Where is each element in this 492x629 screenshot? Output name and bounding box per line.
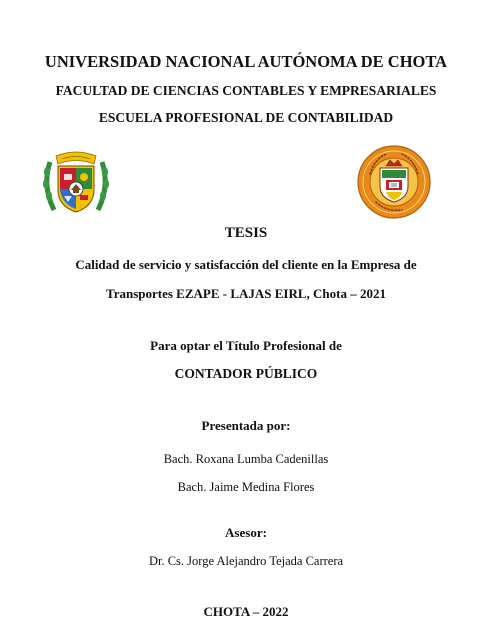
degree-title: CONTADOR PÚBLICO xyxy=(174,366,318,381)
degree-purpose: Para optar el Título Profesional de xyxy=(150,338,342,353)
thesis-title-line-1: Calidad de servicio y satisfacción del cliente en la Empresa de xyxy=(75,257,417,272)
authors-label: Presentada por: xyxy=(201,418,291,433)
advisor-label: Asesor: xyxy=(225,525,267,540)
accounting-school-seal-icon xyxy=(356,144,432,220)
document-type-label: TESIS xyxy=(224,225,268,241)
author-name: Bach. Jaime Medina Flores xyxy=(177,480,315,494)
advisor-name: Dr. Cs. Jorge Alejandro Tejada Carrera xyxy=(148,554,344,568)
place-and-year: CHOTA – 2022 xyxy=(203,604,289,619)
thesis-title-line-2: Transportes EZAPE - LAJAS EIRL, Chota – 2021 xyxy=(105,286,386,301)
faculty-name: FACULTAD DE CIENCIAS CONTABLES Y EMPRESARIALES xyxy=(55,83,437,98)
university-name: UNIVERSIDAD NACIONAL AUTÓNOMA DE CHOTA xyxy=(44,52,448,71)
school-name: ESCUELA PROFESIONAL DE CONTABILIDAD xyxy=(98,110,394,125)
university-crest-icon xyxy=(40,150,112,218)
author-name: Bach. Roxana Lumba Cadenillas xyxy=(163,452,329,466)
